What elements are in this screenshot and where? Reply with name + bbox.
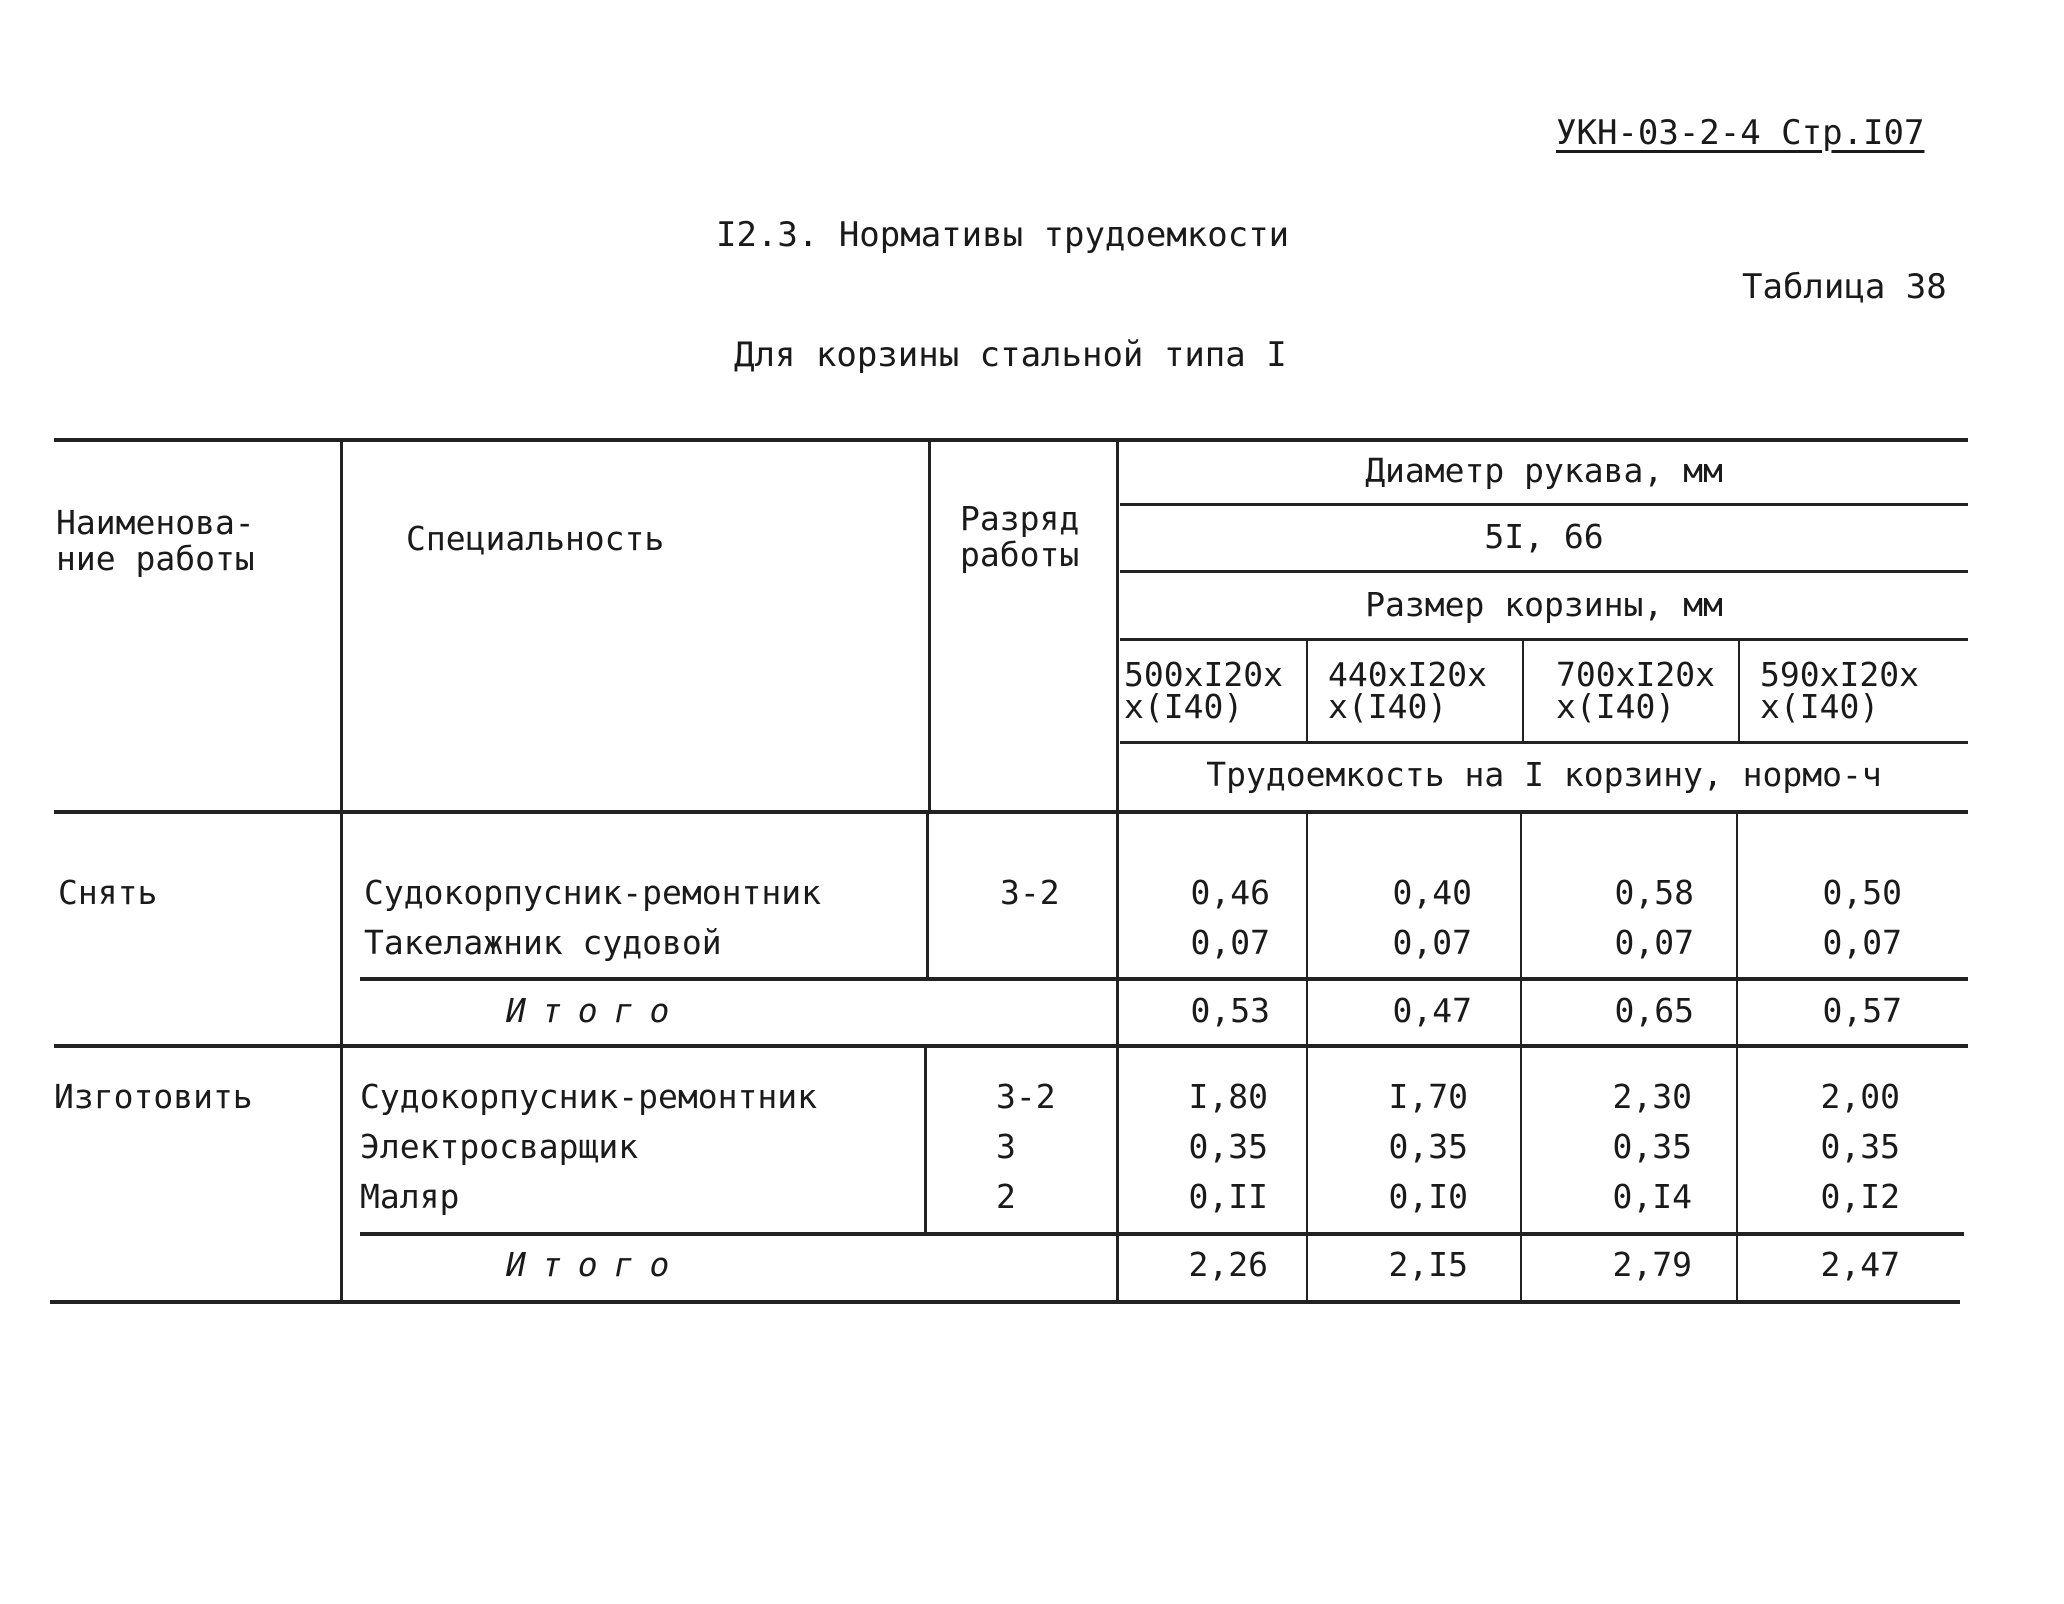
- header-grade-line-1: Разряд: [960, 499, 1080, 538]
- work-name-manufacture: Изготовить: [54, 1077, 253, 1116]
- rule-diameter: [1120, 503, 1968, 506]
- table-subtitle: Для корзины стальной типа I: [734, 335, 1287, 375]
- header-size-2-line-1: 440xI20x: [1328, 655, 1487, 694]
- value-cell: 0,I2: [1820, 1177, 1900, 1216]
- specialty-cell: Маляр: [360, 1177, 460, 1216]
- total-value: 0,65: [1614, 991, 1694, 1030]
- col-line-grade-group-1: [926, 810, 929, 979]
- col-line-size-3-header: [1522, 638, 1524, 743]
- header-diameter: Диаметр рукава, мм: [1365, 451, 1723, 490]
- value-cell: 0,07: [1822, 923, 1902, 962]
- header-work-name-line-1: Наименова-: [56, 503, 255, 542]
- total-value: 2,79: [1612, 1245, 1692, 1284]
- header-specialty: Специальность: [406, 519, 665, 558]
- value-cell: 2,00: [1820, 1077, 1900, 1116]
- value-cell: 0,07: [1190, 923, 1270, 962]
- total-label: Итого: [506, 991, 686, 1030]
- value-cell: I,70: [1388, 1077, 1468, 1116]
- value-cell: 0,35: [1820, 1127, 1900, 1166]
- value-cell: 0,II: [1188, 1177, 1268, 1216]
- rule-sizes: [1120, 741, 1968, 744]
- value-cell: 0,46: [1190, 873, 1270, 912]
- col-line-specialty: [340, 438, 343, 1302]
- value-cell: I,80: [1188, 1077, 1268, 1116]
- value-cell: 0,40: [1392, 873, 1472, 912]
- document-code: УКН-03-2-4 Стр.I07: [1556, 113, 1925, 153]
- value-cell: 0,50: [1822, 873, 1902, 912]
- value-cell: 0,35: [1188, 1127, 1268, 1166]
- grade-cell: 2: [996, 1177, 1016, 1216]
- header-size-1-line-2: x(I40): [1124, 687, 1244, 726]
- section-title: I2.3. Нормативы трудоемкости: [716, 215, 1290, 255]
- rule-total-2-top: [360, 1232, 1964, 1236]
- value-cell: 0,35: [1612, 1127, 1692, 1166]
- header-size-3-line-1: 700xI20x: [1556, 655, 1715, 694]
- header-work-name-line-2: ние работы: [56, 539, 255, 578]
- total-value: 0,47: [1392, 991, 1472, 1030]
- total-value: 2,26: [1188, 1245, 1268, 1284]
- rule-total-1-top: [360, 977, 1968, 981]
- value-cell: 0,07: [1614, 923, 1694, 962]
- total-label: Итого: [506, 1245, 686, 1284]
- specialty-cell: Такелажник судовой: [364, 923, 722, 962]
- col-line-size-2-header: [1306, 638, 1308, 743]
- grade-cell: 3: [996, 1127, 1016, 1166]
- total-value: 2,I5: [1388, 1245, 1468, 1284]
- work-name-remove: Снять: [58, 873, 158, 912]
- col-line-grade-header: [928, 438, 931, 812]
- rule-bottom: [50, 1300, 1960, 1304]
- table-label: Таблица 38: [1742, 267, 1947, 307]
- value-cell: 2,30: [1612, 1077, 1692, 1116]
- col-line-values: [1116, 438, 1119, 1302]
- value-cell: 0,58: [1614, 873, 1694, 912]
- header-size-2-line-2: x(I40): [1328, 687, 1448, 726]
- header-basket-size: Размер корзины, мм: [1365, 585, 1723, 624]
- specialty-cell: Судокорпусник-ремонтник: [360, 1077, 817, 1116]
- rule-diameter-value: [1120, 570, 1968, 573]
- total-value: 2,47: [1820, 1245, 1900, 1284]
- header-size-1-line-1: 500xI20x: [1124, 655, 1283, 694]
- rule-basket-size: [1120, 638, 1968, 641]
- grade-cell: 3-2: [996, 1077, 1056, 1116]
- header-size-3-line-2: x(I40): [1556, 687, 1676, 726]
- total-value: 0,53: [1190, 991, 1270, 1030]
- grade-cell: 3-2: [1000, 873, 1060, 912]
- value-cell: 0,35: [1388, 1127, 1468, 1166]
- col-line-size-4-header: [1738, 638, 1740, 743]
- specialty-cell: Судокорпусник-ремонтник: [364, 873, 821, 912]
- header-size-4-line-1: 590xI20x: [1760, 655, 1919, 694]
- col-line-grade-group-2: [924, 1044, 927, 1234]
- total-value: 0,57: [1822, 991, 1902, 1030]
- specialty-cell: Электросварщик: [360, 1127, 639, 1166]
- header-labor: Трудоемкость на I корзину, нормо-ч: [1206, 755, 1882, 794]
- value-cell: 0,I0: [1388, 1177, 1468, 1216]
- header-diameter-value: 5I, 66: [1484, 517, 1604, 556]
- value-cell: 0,I4: [1612, 1177, 1692, 1216]
- value-cell: 0,07: [1392, 923, 1472, 962]
- header-grade-line-2: работы: [960, 535, 1080, 574]
- header-size-4-line-2: x(I40): [1760, 687, 1880, 726]
